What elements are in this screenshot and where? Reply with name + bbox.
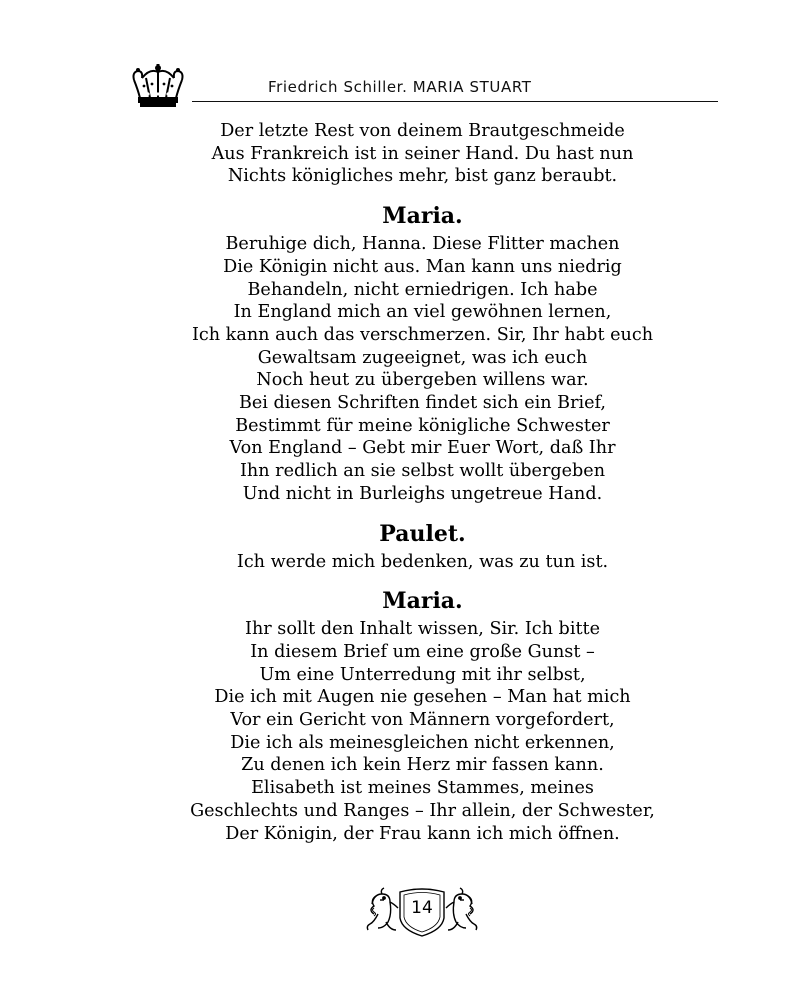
verse-line: Nichts königliches mehr, bist ganz beraubt.: [227, 166, 618, 187]
verse-line: Zu denen ich kein Herz mir fassen kann.: [241, 755, 604, 776]
verse-line: Behandeln, nicht erniedrigen. Ich habe: [247, 279, 598, 300]
verse-line: Gewaltsam zugeeignet, was ich euch: [257, 347, 588, 368]
verse-line: Der Königin, der Frau kann ich mich öffnen.: [225, 823, 620, 844]
verse-line: In diesem Brief um eine große Gunst –: [250, 641, 595, 662]
verse-block: [0, 120, 800, 188]
verse-block: [0, 551, 800, 574]
verse-line: Geschlechts und Ranges – Ihr allein, der Schwester,: [190, 800, 655, 821]
verse-line: Bei diesen Schriften findet sich ein Brief,: [238, 393, 607, 414]
verse-line: Von England – Gebt mir Euer Wort, daß Ihr: [229, 438, 616, 459]
verse-line: Ihr sollt den Inhalt wissen, Sir. Ich bitte: [245, 619, 600, 640]
speaker-name: Maria.: [382, 588, 463, 615]
verse-line: In England mich an viel gewöhnen lernen,: [233, 302, 612, 323]
verse-line: Um eine Unterredung mit ihr selbst,: [259, 664, 586, 685]
verse-line: Ihn redlich an sie selbst wollt übergeben: [239, 461, 606, 482]
speaker-name: Maria.: [382, 203, 463, 230]
verse-line: Der letzte Rest von deinem Brautgeschmeide: [220, 121, 625, 141]
verse-line: Die ich mit Augen nie gesehen – Man hat mich: [214, 687, 631, 708]
page-number: 14: [411, 898, 433, 918]
verse-line: Die Königin nicht aus. Man kann uns niedrig: [223, 256, 622, 277]
crown-icon: [128, 64, 188, 110]
header-rule: [192, 101, 718, 102]
verse-block: [0, 618, 800, 845]
verse-line: Noch heut zu übergeben willens war.: [256, 370, 589, 391]
speaker-name: Paulet.: [379, 520, 466, 547]
verse-line: Vor ein Gericht von Männern vorgefordert,: [230, 710, 615, 731]
verse-block: [0, 233, 800, 505]
page-header: [128, 64, 718, 104]
verse-line: Und nicht in Burleighs ungetreue Hand.: [242, 483, 603, 504]
verse-line: Ich werde mich bedenken, was zu tun ist.: [236, 551, 609, 572]
page-number-crest: [362, 884, 482, 940]
page-body: [0, 120, 800, 845]
verse-line: Beruhige dich, Hanna. Diese Flitter machen: [225, 234, 620, 255]
verse-line: Bestimmt für meine königliche Schwester: [235, 415, 610, 436]
verse-line: Die ich als meinesgleichen nicht erkennen,: [230, 732, 615, 753]
verse-line: Elisabeth ist meines Stammes, meines: [251, 778, 594, 799]
running-title: Friedrich Schiller. MARIA STUART: [268, 78, 532, 96]
verse-line: Aus Frankreich ist in seiner Hand. Du hast nun: [211, 143, 634, 164]
verse-line: Ich kann auch das verschmerzen. Sir, Ihr habt euch: [191, 324, 654, 345]
